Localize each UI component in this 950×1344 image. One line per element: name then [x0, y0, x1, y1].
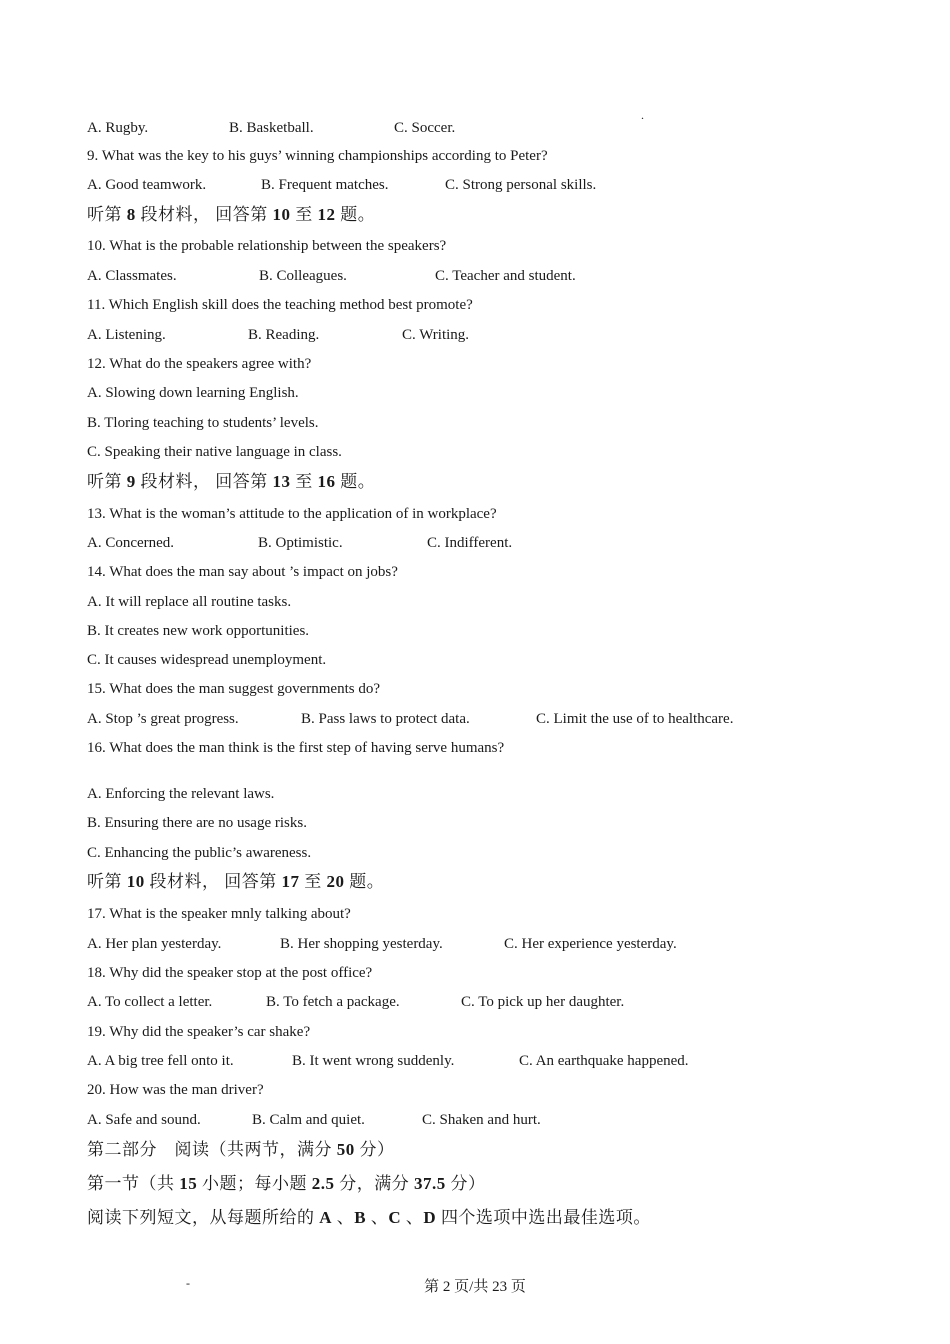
option-b: B. Optimistic.: [258, 535, 343, 551]
q16-option-a: A. Enforcing the relevant laws.: [87, 786, 275, 802]
section-9-heading: 听第 9 段材料， 回答第 13 至 16 题。: [87, 472, 376, 491]
option-a: A. Classmates.: [87, 268, 177, 284]
question-19: 19. Why did the speaker’s car shake?: [87, 1024, 311, 1040]
option-a: A. To collect a letter.: [87, 994, 213, 1010]
option-a: A. A big tree fell onto it.: [87, 1053, 234, 1069]
stray-mark: -: [186, 1276, 190, 1290]
section-1-heading: 第一节（共 15 小题；每小题 2.5 分，满分 37.5 分）: [87, 1174, 486, 1193]
option-a: A. Rugby.: [87, 120, 149, 136]
q14-option-b: B. It creates new work opportunities.: [87, 623, 310, 639]
option-b: B. Reading.: [248, 327, 320, 343]
option-a: A. Safe and sound.: [87, 1112, 201, 1128]
option-a: A. Listening.: [87, 327, 166, 343]
q14-option-a: A. It will replace all routine tasks.: [87, 594, 292, 610]
option-a: A. Good teamwork.: [87, 177, 207, 193]
option-c: C. To pick up her daughter.: [461, 994, 625, 1010]
option-b: B. It went wrong suddenly.: [292, 1053, 455, 1069]
section-10-heading: 听第 10 段材料， 回答第 17 至 20 题。: [87, 872, 385, 891]
option-b: B. Frequent matches.: [261, 177, 389, 193]
option-b: B. Colleagues.: [259, 268, 347, 284]
question-14: 14. What does the man say about ’s impact on jobs?: [87, 564, 398, 580]
question-13: 13. What is the woman’s attitude to the application of in workplace?: [87, 506, 497, 522]
option-c: C. Writing.: [402, 327, 470, 343]
option-c: C. Indifferent.: [427, 535, 513, 551]
option-c: C. Her experience yesterday.: [504, 936, 677, 952]
option-b: B. Calm and quiet.: [252, 1112, 365, 1128]
option-c: C. Teacher and student.: [435, 268, 576, 284]
option-a: A. Concerned.: [87, 535, 175, 551]
option-c: C. Soccer.: [394, 120, 456, 136]
q12-option-c: C. Speaking their native language in class.: [87, 444, 342, 460]
question-11: 11. Which English skill does the teaching method best promote?: [87, 297, 473, 313]
option-b: B. Her shopping yesterday.: [280, 936, 443, 952]
reading-instruction: 阅读下列短文，从每题所给的 A 、B 、C 、D 四个选项中选出最佳选项。: [87, 1208, 651, 1227]
option-b: B. Pass laws to protect data.: [301, 711, 470, 727]
q16-option-c: C. Enhancing the public’s awareness.: [87, 845, 312, 861]
question-10: 10. What is the probable relationship between the speakers?: [87, 238, 447, 254]
question-15: 15. What does the man suggest governments do?: [87, 681, 380, 697]
option-c: C. Shaken and hurt.: [422, 1112, 541, 1128]
option-b: B. To fetch a package.: [266, 994, 400, 1010]
option-c: C. Limit the use of to healthcare.: [536, 711, 734, 727]
option-c: C. An earthquake happened.: [519, 1053, 689, 1069]
question-17: 17. What is the speaker mnly talking about?: [87, 906, 351, 922]
q16-option-b: B. Ensuring there are no usage risks.: [87, 815, 307, 831]
q12-option-b: B. Tloring teaching to students’ levels.: [87, 415, 319, 431]
option-a: A. Stop ’s great progress.: [87, 711, 239, 727]
option-b: B. Basketball.: [229, 120, 314, 136]
question-20: 20. How was the man driver?: [87, 1082, 264, 1098]
part-2-heading: 第二部分 阅读（共两节，满分 50 分）: [87, 1140, 395, 1159]
question-9: 9. What was the key to his guys’ winning championships according to Peter?: [87, 148, 548, 164]
page-footer: 第 2 页/共 23 页: [424, 1279, 526, 1295]
question-16: 16. What does the man think is the first step of having serve humans?: [87, 740, 505, 756]
section-8-heading: 听第 8 段材料， 回答第 10 至 12 题。: [87, 205, 376, 224]
q12-option-a: A. Slowing down learning English.: [87, 385, 299, 401]
question-18: 18. Why did the speaker stop at the post office?: [87, 965, 373, 981]
option-c: C. Strong personal skills.: [445, 177, 597, 193]
stray-mark: .: [641, 108, 644, 122]
option-a: A. Her plan yesterday.: [87, 936, 222, 952]
question-12: 12. What do the speakers agree with?: [87, 356, 312, 372]
q14-option-c: C. It causes widespread unemployment.: [87, 652, 327, 668]
